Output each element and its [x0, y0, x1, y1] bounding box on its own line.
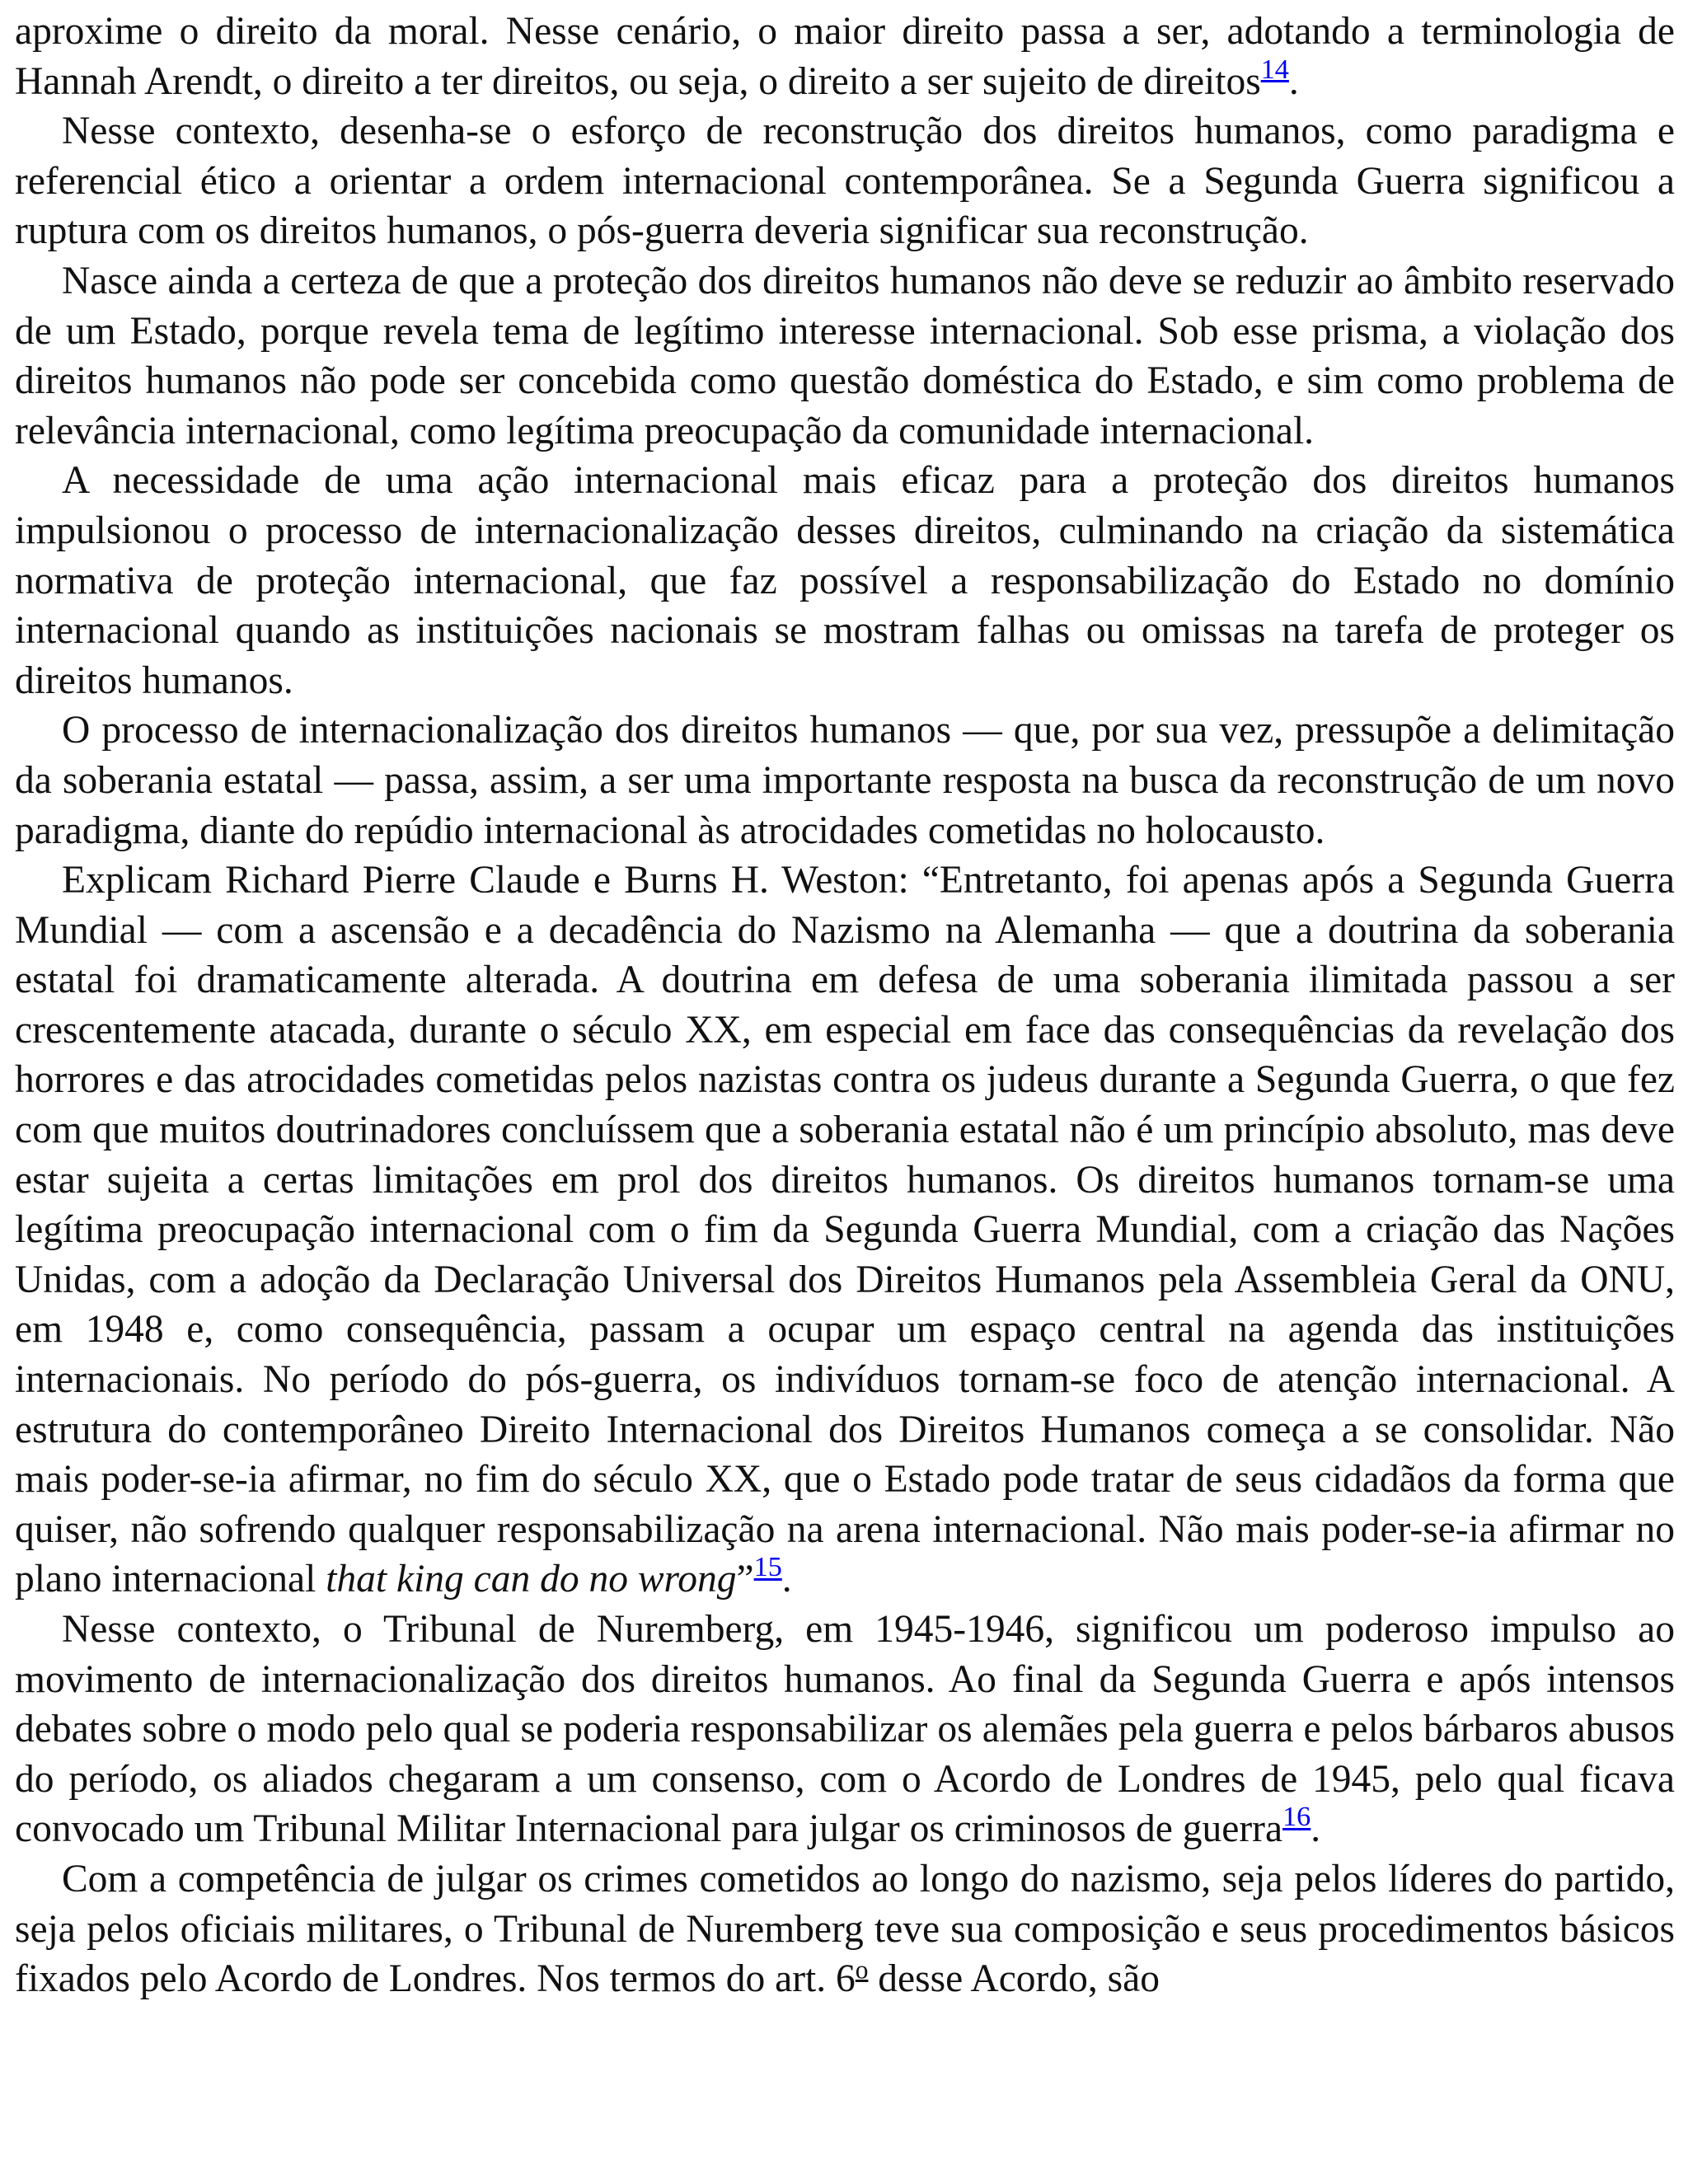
closing-quote: ” [736, 1558, 754, 1601]
paragraph-tail: desse Acordo, são [868, 1957, 1160, 2001]
paragraph [15, 106, 1675, 256]
paragraph-end: . [1288, 59, 1299, 103]
paragraph-text: Nesse contexto, o Tribunal de Nuremberg, em 1945-1946, significou um poderoso impulso ao movimento de internacionalização dos direitos humanos. Ao final da Segunda Guerra e após intensos debates sobre o modo pelo qual se poderia responsabilizar os alemães pela guerra e pelos bárbaros abusos do período, os aliados chegaram a um consenso, com o Acordo de Londres de 1945, pelo qual ficava convocado um Tribunal Militar Internacional para julgar os criminosos de guerra [15, 1608, 1675, 1851]
paragraph-end: . [781, 1558, 792, 1601]
paragraph-text: aproxime o direito da moral. Nesse cenário, o maior direito passa a ser, adotando a terminologia de Hannah Arendt, o direito a ter direitos, ou seja, o direito a ser sujeito de direitos [15, 10, 1675, 103]
paragraph [15, 256, 1675, 456]
paragraph-end: . [1311, 1807, 1321, 1851]
paragraph-text: Explicam Richard Pierre Claude e Burns H. Weston: “Entretanto, foi apenas após a Segunda Guerra Mundial — com a ascensão e a decadência do Nazismo na Alemanha — que a doutrina da soberania estatal foi dramaticamente alterada. A doutrina em defesa de uma soberania ilimitada passou a ser crescentemente atacada, durante o século XX, em especial em face das consequências da revelação dos horrores e das atrocidades cometidas pelos nazistas contra os judeus durante a Segunda Guerra, o que fez com que muitos doutrinadores concluíssem que a soberania estatal não é um princípio absoluto, mas deve estar sujeita a certas limitações em prol dos direitos humanos. Os direitos humanos tornam-se uma legítima preocupação internacional com o fim da Segunda Guerra Mundial, com a criação das Nações Unidas, com a adoção da Declaração Universal dos Direitos Humanos pela Assembleia Geral da ONU, em 1948 e, como consequência, passam a ocupar um espaço central na agenda das instituições internacionais. No período do pós-guerra, os indivíduos tornam-se foco de atenção internacional. A estrutura do contemporâneo Direito Internacional dos Direitos Humanos começa a se consolidar. Não mais poder-se-ia afirmar, no fim do século XX, que o Estado pode tratar de seus cidadãos da forma que quiser, não sofrendo qualquer responsabilização na arena internacional. Não mais poder-se-ia afirmar no plano internacional [15, 859, 1675, 1601]
paragraph-text: Com a competência de julgar os crimes cometidos ao longo do nazismo, seja pelos líderes do partido, seja pelos oficiais militares, o Tribunal de Nuremberg teve sua composição e seus procedimentos básicos fixados pelo Acordo de Londres. Nos termos do art. 6 [15, 1857, 1675, 2001]
paragraph-text: A necessidade de uma ação internacional mais eficaz para a proteção dos direitos humanos impulsionou o processo de internacionalização desses direitos, culminando na criação da sistemática normativa de proteção internacional, que faz possível a responsabilização do Estado no domínio internacional quando as instituições nacionais se mostram falhas ou omissas na tarefa de proteger os direitos humanos. [15, 459, 1675, 702]
paragraph-text: Nasce ainda a certeza de que a proteção dos direitos humanos não deve se reduzir ao âmbito reservado de um Estado, porque revela tema de legítimo interesse internacional. Sob esse prisma, a violação dos direitos humanos não pode ser concebida como questão doméstica do Estado, e sim como problema de relevância internacional, como legítima preocupação da comunidade internacional. [15, 259, 1675, 452]
paragraph-text: Nesse contexto, desenha-se o esforço de reconstrução dos direitos humanos, como paradigma e referencial ético a orientar a ordem internacional contemporânea. Se a Segunda Guerra significou a ruptura com os direitos humanos, o pós-guerra deveria significar sua reconstrução. [15, 110, 1675, 253]
footnote-link-16[interactable]: 16 [1282, 1802, 1311, 1833]
paragraph-continued [15, 7, 1675, 106]
paragraph [15, 1854, 1675, 2004]
footnote-link-14[interactable]: 14 [1260, 54, 1289, 85]
italic-phrase: that king can do no wrong [326, 1558, 737, 1601]
quotation-paragraph [15, 855, 1675, 1605]
paragraph [15, 1605, 1675, 1854]
ordinal-indicator: o [855, 1955, 869, 1985]
paragraph-text: O processo de internacionalização dos direitos humanos — que, por sua vez, pressupõe a delimitação da soberania estatal — passa, assim, a ser uma importante resposta na busca da reconstrução de um novo paradigma, diante do repúdio internacional às atrocidades cometidas no holocausto. [15, 709, 1675, 852]
paragraph [15, 456, 1675, 705]
paragraph [15, 705, 1675, 855]
footnote-link-15[interactable]: 15 [753, 1552, 782, 1583]
